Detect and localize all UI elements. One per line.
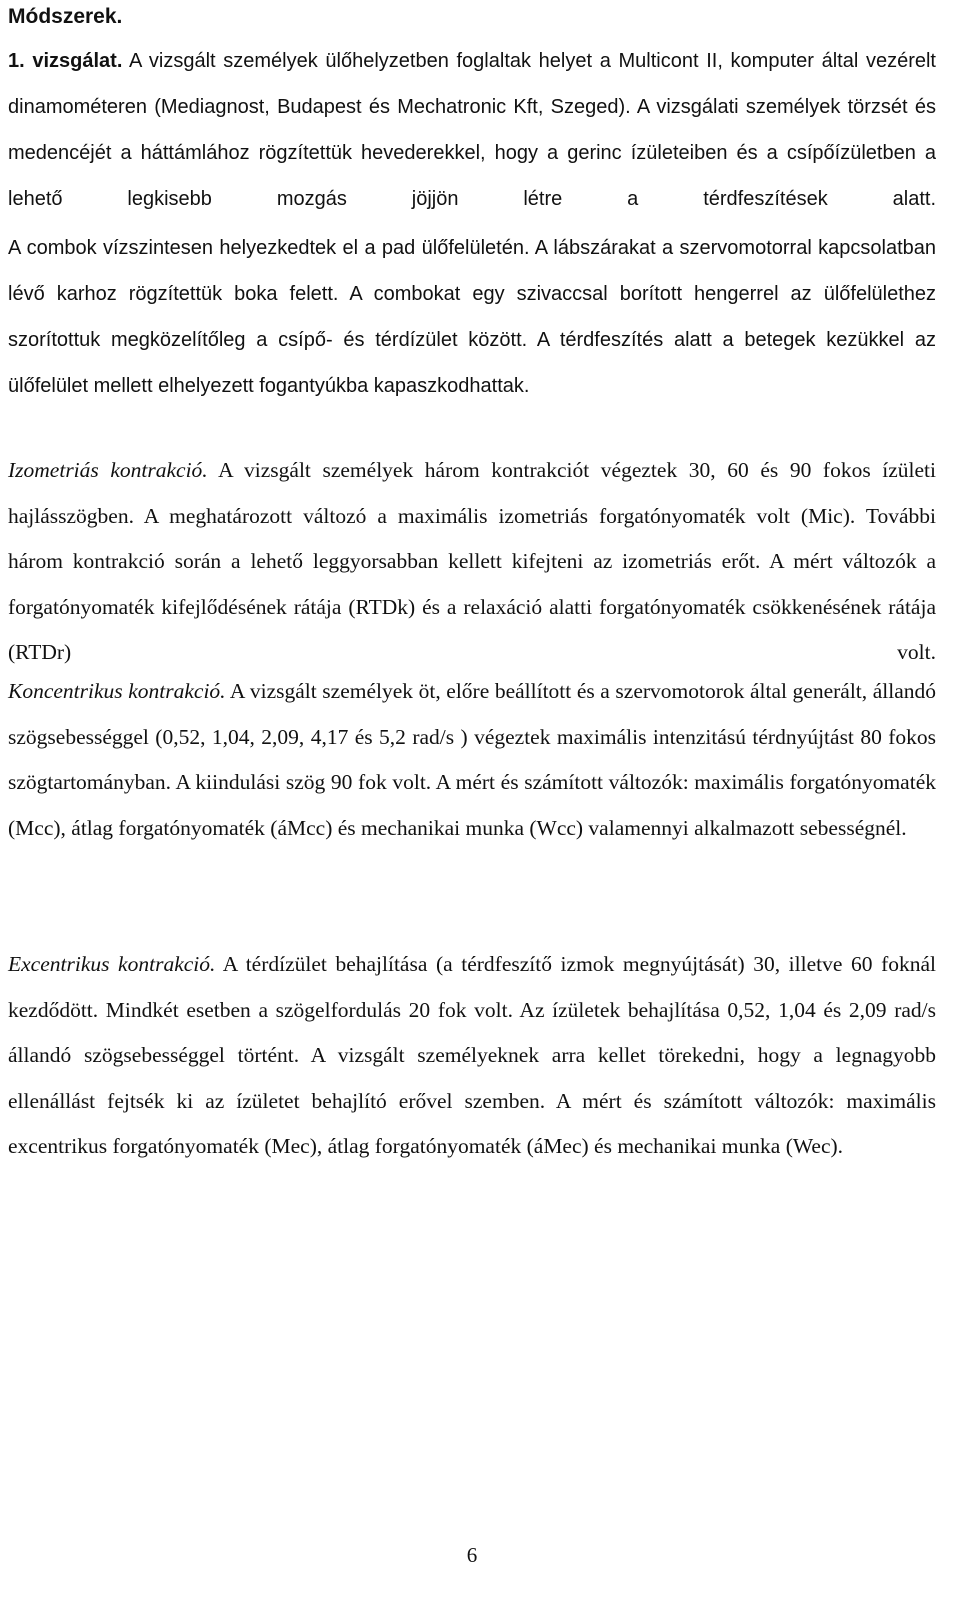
concentric-label: Koncentrikus kontrakció. xyxy=(8,679,226,703)
study-label: 1. vizsgálat. xyxy=(8,50,123,72)
paragraph-text: A vizsgált személyek három kontrakciót végeztek 30, 60 és 90 fokos ízületi hajlásszögben. A meghatározott változó a maximális izometriás forgatónyomaték volt (Mic). További három kontrakció során a lehető leggyorsabban kellett kifejteni az izometriás erőt. A mért változók a forgatónyomaték kifejlődésének rátája (RTDk) és a relaxáció alatti forgatónyomaték csökkenésének rátája (RTDr) volt. xyxy=(8,458,936,664)
paragraph-isometric xyxy=(8,448,936,676)
section-title: Módszerek. xyxy=(8,5,123,28)
paragraph-study-1 xyxy=(8,38,936,222)
page-number: 6 xyxy=(466,1543,478,1567)
paragraph-text: A vizsgált személyek öt, előre beállított és a szervomotorok által generált, állandó szögsebességgel (0,52, 1,04, 2,09, 4,17 és 5,2 rad/s ) végeztek maximális intenzitású térdnyújtást 80 fokos szögtartományban. A kiindulási szög 90 fok volt. A mért és számított változók: maximális forgatónyomaték (Mcc), átlag forgatónyomaték (áMcc) és mechanikai munka (Wcc) valamennyi alkalmazott sebességnél. xyxy=(8,679,936,840)
eccentric-label: Excentrikus kontrakció. xyxy=(8,952,216,976)
paragraph-text: A vizsgált személyek ülőhelyzetben foglaltak helyet a Multicont II, komputer által vezérelt dinamométeren (Mediagnost, Budapest és Mechatronic Kft, Szeged). A vizsgálati személyek törzsét és medencéjét a háttámlához rögzítettük hevederekkel, hogy a gerinc ízületeiben és a csípőízületben a lehető legkisebb mozgás jöjjön létre a térdfeszítések alatt. xyxy=(8,50,936,210)
paragraph-text: A térdízület behajlítása (a térdfeszítő izmok megnyújtását) 30, illetve 60 foknál kezdődött. Mindkét esetben a szögelfordulás 20 fok volt. Az ízületek behajlítása 0,52, 1,04 és 2,09 rad/s állandó szögsebességgel történt. A vizsgált személyeknek arra kellet törekedni, hogy a legnagyobb ellenállást fejtsék ki az ízületet behajlító erővel szemben. A mért és számított változók: maximális excentrikus forgatónyomaték (Mec), átlag forgatónyomaték (áMec) és mechanikai munka (Wec). xyxy=(8,952,936,1158)
paragraph-concentric xyxy=(8,669,936,851)
paragraph-positioning xyxy=(8,225,936,409)
paragraph-text: A combok vízszintesen helyezkedtek el a pad ülőfelületén. A lábszárakat a szervomotorral kapcsolatban lévő karhoz rögzítettük boka felett. A combokat egy szivaccsal borított hengerrel az ülőfelülethez szorítottuk megközelítőleg a csípő- és térdízület között. A térdfeszítés alatt a betegek kezükkel az ülőfelület mellett elhelyezett fogantyúkba kapaszkodhattak. xyxy=(8,237,936,397)
isometric-label: Izometriás kontrakció. xyxy=(8,458,208,482)
paragraph-eccentric xyxy=(8,942,936,1170)
